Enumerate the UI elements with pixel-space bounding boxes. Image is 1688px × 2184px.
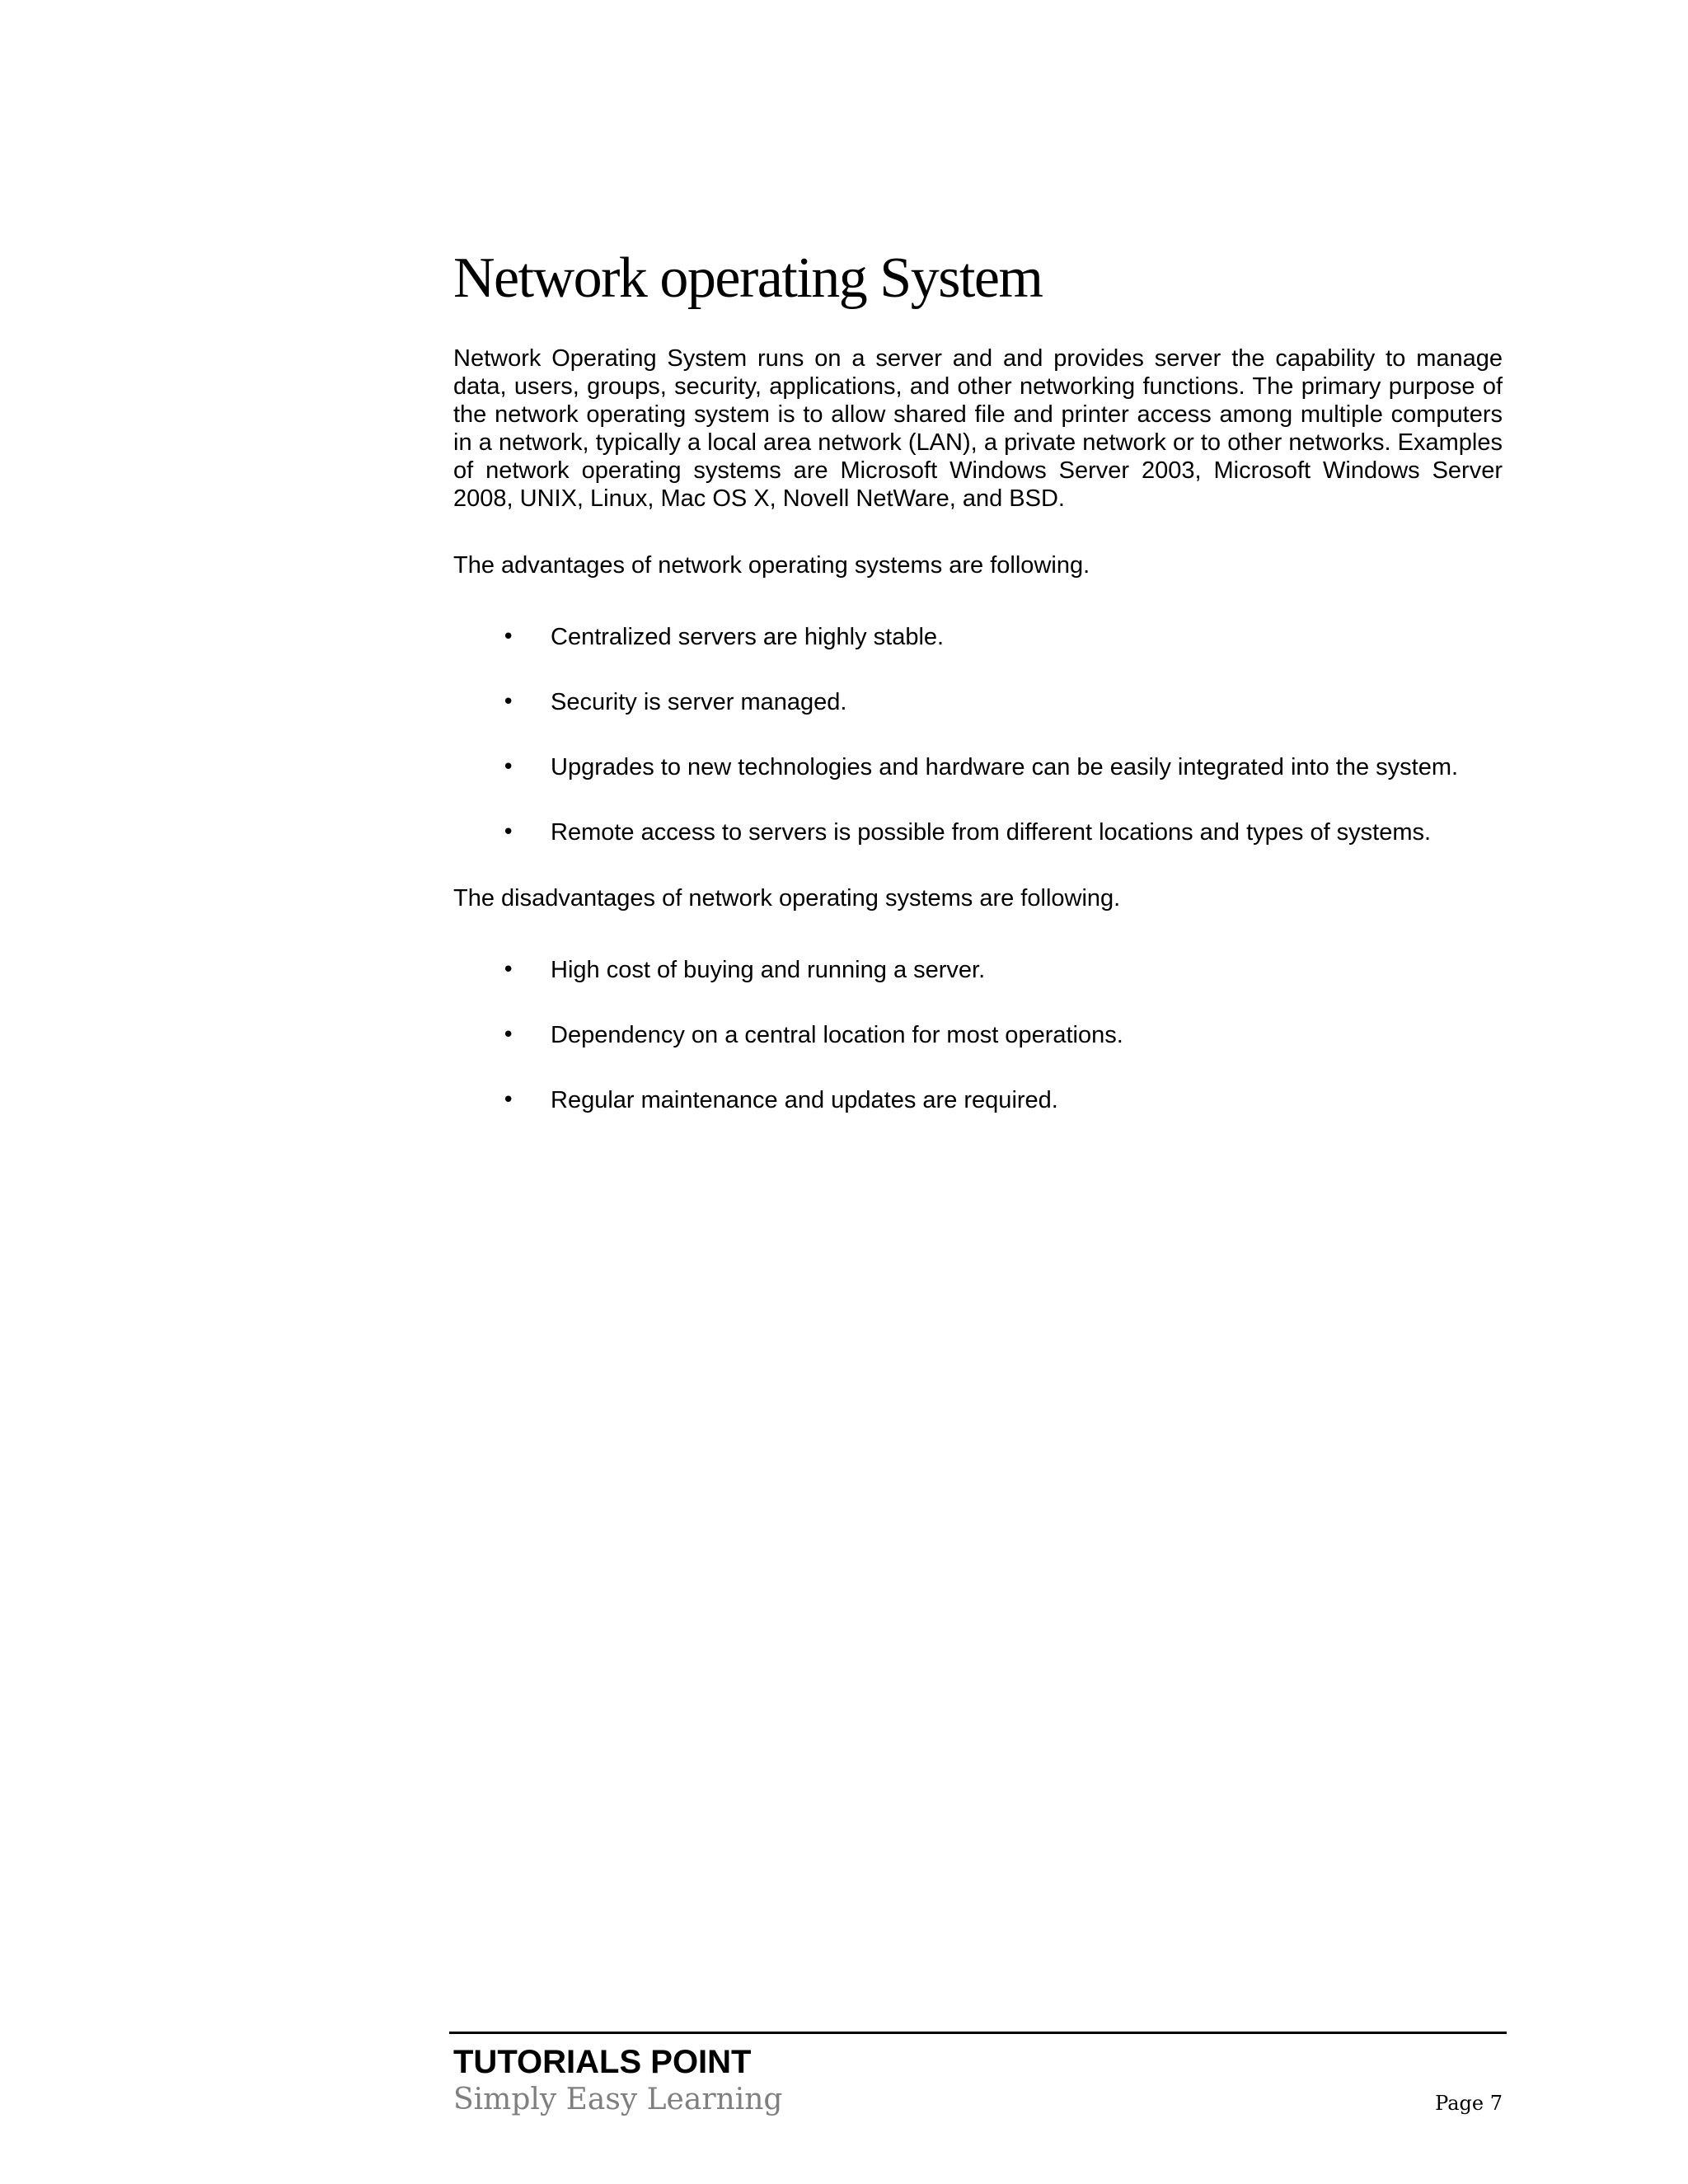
footer-tagline: Simply Easy Learning [453,2083,783,2116]
disadvantage-text: High cost of buying and running a server. [551,957,986,983]
bullet-icon: • [502,1088,515,1113]
footer-brand: TUTORIALS POINT [453,2044,752,2080]
advantage-text: Remote access to servers is possible from different locations and types of systems. [551,819,1432,846]
advantage-text: Upgrades to new technologies and hardware can be easily integrated into the system. [551,754,1459,780]
bullet-icon: • [502,690,515,715]
disadvantage-text: Regular maintenance and updates are required. [551,1087,1058,1113]
bullet-icon: • [502,820,515,845]
bullet-icon: • [502,755,515,780]
advantage-text: Security is server managed. [551,689,847,715]
disadvantage-text: Dependency on a central location for most operations. [551,1022,1123,1048]
advantage-text: Centralized servers are highly stable. [551,624,945,650]
page-title: Network operating System [453,246,1043,310]
advantages-lead: The advantages of network operating systems are following. [453,552,1090,579]
disadvantages-lead: The disadvantages of network operating systems are following. [453,885,1121,912]
bullet-icon: • [502,958,515,982]
bullet-icon: • [502,1023,515,1047]
bullet-icon: • [502,625,515,649]
page-number: Page 7 [1435,2092,1503,2115]
footer-divider [449,2032,1507,2034]
intro-paragraph: Network Operating System runs on a server and and provides server the capability to manage data, users, groups, security, applications, and other networking functions. The primary purpose of the network operating system is to allow shared file and printer access among multiple computers in a network, typically a local area network (LAN), a private network or to other networks. Examples of network operating systems are Microsoft Windows Server 2003, Microsoft Windows Server 2008, UNIX, Linux, Mac OS X, Novell NetWare, and BSD. [453,345,1503,512]
